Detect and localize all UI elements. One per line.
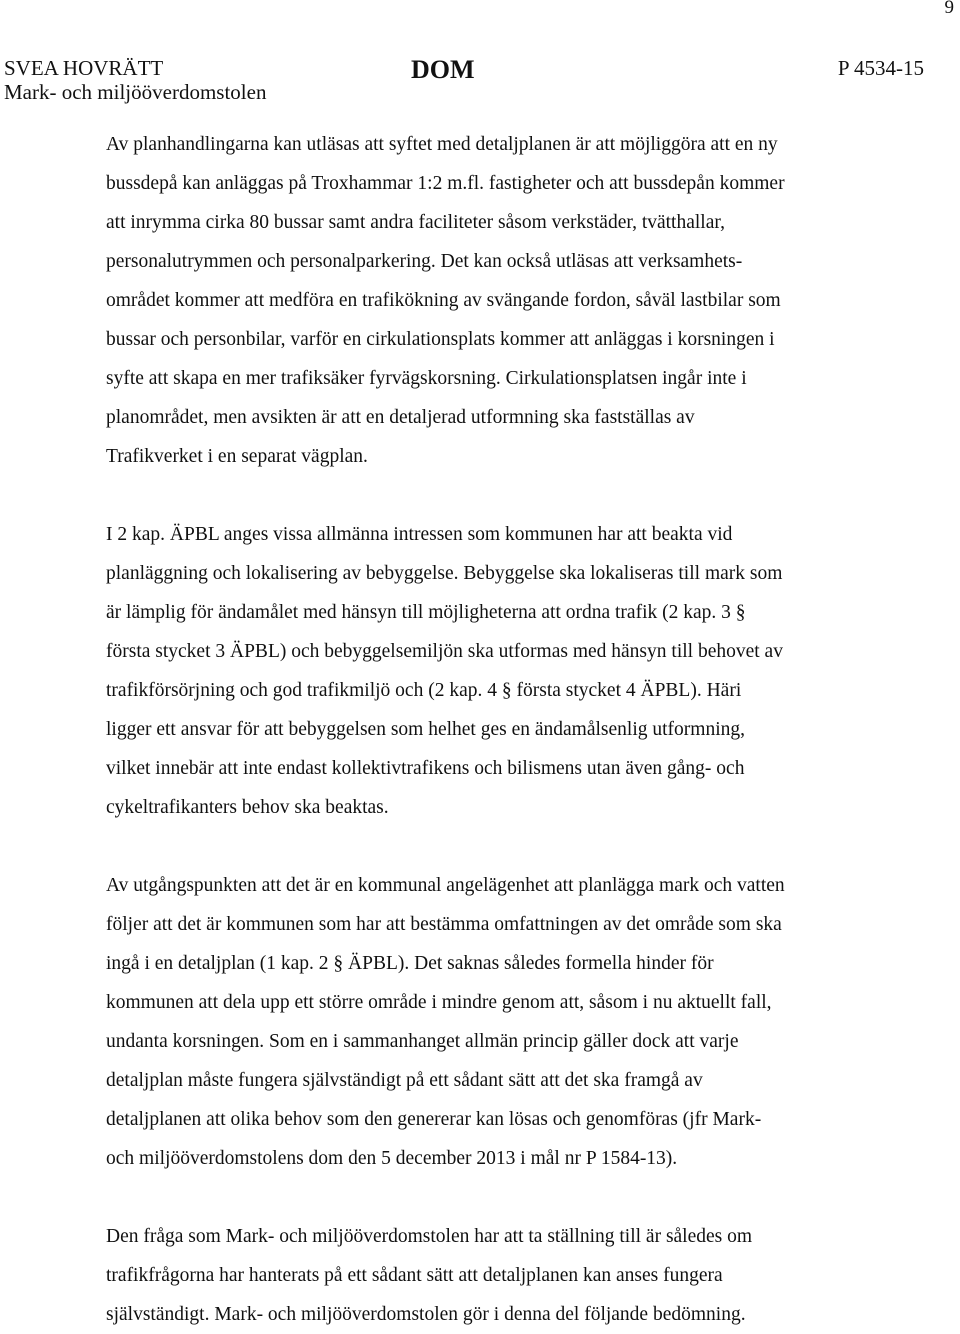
paragraph [106,515,906,827]
document-type: DOM [411,55,475,84]
text-line: I 2 kap. ÄPBL anges vissa allmänna intressen som kommunen har att beakta vid [106,524,733,545]
text-line: att inrymma cirka 80 bussar samt andra faciliteter såsom verkstäder, tvätthallar, [106,212,725,233]
text-line: detaljplanen att olika behov som den genererar kan lösas och genomföras (jfr Mark- [106,1109,762,1130]
text-line: bussar och personbilar, varför en cirkulationsplats kommer att anläggas i korsningen i [106,329,775,350]
text-line: är lämplig för ändamålet med hänsyn till möjligheterna att ordna trafik (2 kap. 3 § [106,602,746,623]
text-line: ingå i en detaljplan (1 kap. 2 § ÄPBL). Det saknas således formella hinder för [106,953,714,974]
page-number: 9 [944,0,954,18]
text-line: Av planhandlingarna kan utläsas att syftet med detaljplanen är att möjliggöra att en ny [106,134,778,155]
paragraph-gap [106,476,906,515]
document-header [4,56,924,106]
court-division: Mark- och miljööverdomstolen [4,80,267,104]
paragraph [106,1217,906,1334]
document-body [106,125,906,1334]
text-line: Trafikverket i en separat vägplan. [106,446,368,467]
text-line: bussdepå kan anläggas på Troxhammar 1:2 m.fl. fastigheter och att bussdepån kommer [106,173,785,194]
text-line: området kommer att medföra en trafikökning av svängande fordon, såväl lastbilar som [106,290,781,311]
text-line: trafikfrågorna har hanterats på ett sådant sätt att detaljplanen kan anses fungera [106,1265,723,1286]
text-line: första stycket 3 ÄPBL) och bebyggelsemiljön ska utformas med hänsyn till behovet av [106,641,783,662]
text-line: detaljplan måste fungera självständigt på ett sådant sätt att det ska framgå av [106,1070,703,1091]
text-line: cykeltrafikanters behov ska beaktas. [106,797,389,818]
paragraph-gap [106,1178,906,1217]
text-line: Den fråga som Mark- och miljööverdomstolen har att ta ställning till är således om [106,1226,753,1247]
text-line: personalutrymmen och personalparkering. Det kan också utläsas att verksamhets- [106,251,743,272]
court-name: SVEA HOVRÄTT [4,56,164,80]
text-line: planläggning och lokalisering av bebyggelse. Bebyggelse ska lokaliseras till mark som [106,563,783,584]
text-line: självständigt. Mark- och miljööverdomstolen gör i denna del följande bedömning. [106,1304,746,1325]
text-line: Av utgångspunkten att det är en kommunal angelägenhet att planlägga mark och vatten [106,875,785,896]
text-line: trafikförsörjning och god trafikmiljö och (2 kap. 4 § första stycket 4 ÄPBL). Häri [106,680,742,701]
text-line: undanta korsningen. Som en i sammanhanget allmän princip gäller dock att varje [106,1031,739,1052]
text-line: ligger ett ansvar för att bebyggelsen som helhet ges en ändamålsenlig utformning, [106,719,745,740]
text-line: syfte att skapa en mer trafiksäker fyrvägskorsning. Cirkulationsplatsen ingår inte i [106,368,747,389]
text-line: och miljööverdomstolens dom den 5 december 2013 i mål nr P 1584-13). [106,1148,678,1169]
text-line: kommunen att dela upp ett större område i mindre genom att, såsom i nu aktuellt fall, [106,992,772,1013]
case-number: P 4534-15 [837,56,924,80]
text-line: följer att det är kommunen som har att bestämma omfattningen av det område som ska [106,914,782,935]
paragraph-gap [106,827,906,866]
paragraph [106,866,906,1178]
text-line: planområdet, men avsikten är att en detaljerad utformning ska fastställas av [106,407,695,428]
text-line: vilket innebär att inte endast kollektivtrafikens och bilismens utan även gång- och [106,758,745,779]
paragraph [106,125,906,476]
